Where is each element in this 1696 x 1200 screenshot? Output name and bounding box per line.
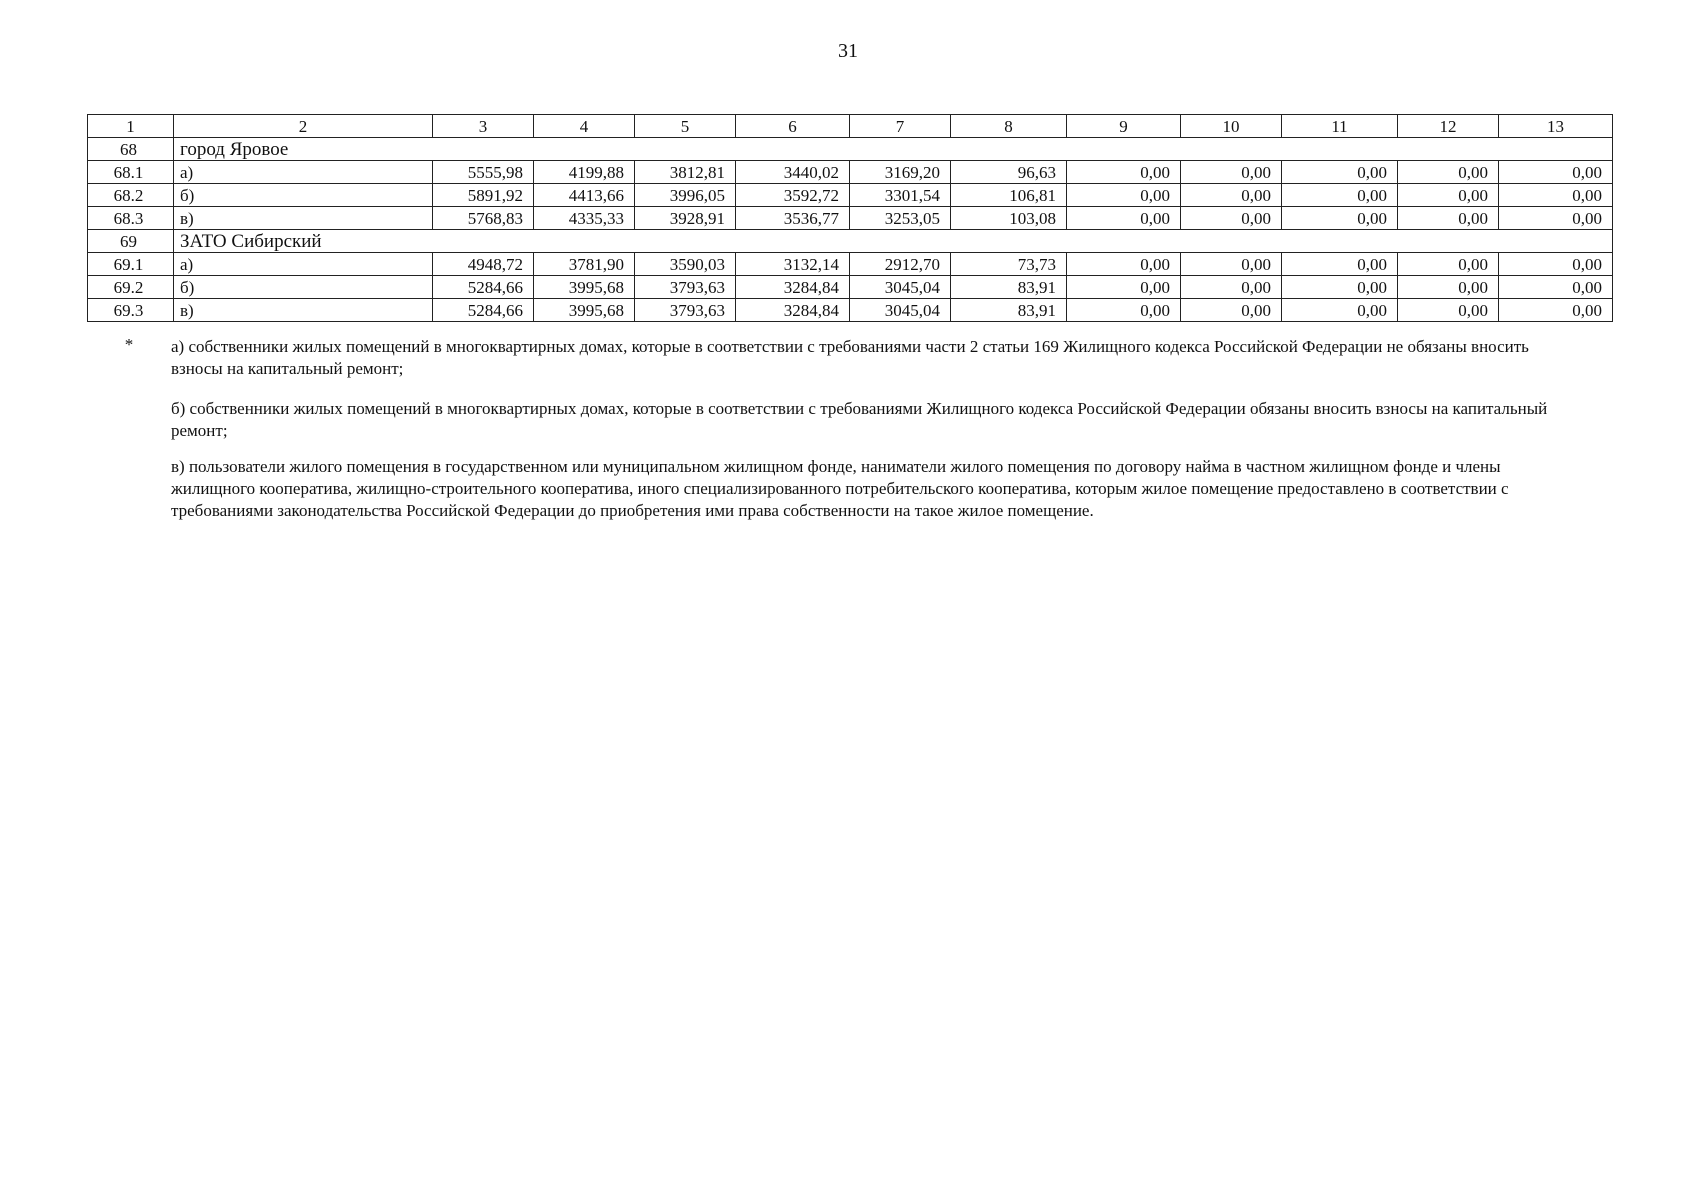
- row-label: в): [174, 207, 433, 230]
- table-cell: 3592,72: [736, 184, 850, 207]
- group-row: [88, 138, 1613, 161]
- table-cell: 0,00: [1398, 184, 1499, 207]
- table-cell: 3590,03: [635, 253, 736, 276]
- table-cell: 0,00: [1067, 207, 1181, 230]
- table-cell: 0,00: [1499, 299, 1613, 322]
- table-cell: 73,73: [951, 253, 1067, 276]
- table-cell: 0,00: [1499, 276, 1613, 299]
- table-cell: 0,00: [1067, 299, 1181, 322]
- table-cell: 0,00: [1181, 299, 1282, 322]
- table-row: [88, 276, 1613, 299]
- column-header: 13: [1499, 115, 1613, 138]
- table-row: [88, 184, 1613, 207]
- table-cell: 3928,91: [635, 207, 736, 230]
- footnote-b: [87, 398, 1608, 442]
- group-row: [88, 230, 1613, 253]
- table-cell: 103,08: [951, 207, 1067, 230]
- table-cell: 5891,92: [433, 184, 534, 207]
- column-header: 4: [534, 115, 635, 138]
- table-cell: 3995,68: [534, 299, 635, 322]
- table-cell: 3169,20: [850, 161, 951, 184]
- table-cell: 5768,83: [433, 207, 534, 230]
- table-cell: 3253,05: [850, 207, 951, 230]
- table-cell: 83,91: [951, 276, 1067, 299]
- column-header: 10: [1181, 115, 1282, 138]
- row-code: 68.1: [88, 161, 174, 184]
- table-cell: 4199,88: [534, 161, 635, 184]
- group-code: 69: [88, 230, 174, 253]
- footnote-a: [87, 336, 1608, 380]
- table-cell: 5555,98: [433, 161, 534, 184]
- table-cell: 0,00: [1282, 299, 1398, 322]
- table-cell: 0,00: [1499, 184, 1613, 207]
- table-cell: 4948,72: [433, 253, 534, 276]
- table-row: [88, 207, 1613, 230]
- table-cell: 0,00: [1067, 161, 1181, 184]
- table-cell: 3536,77: [736, 207, 850, 230]
- footnote-marker: *: [124, 335, 134, 354]
- table-cell: 3793,63: [635, 299, 736, 322]
- table-cell: 0,00: [1282, 184, 1398, 207]
- row-label: а): [174, 161, 433, 184]
- row-label: а): [174, 253, 433, 276]
- table-cell: 0,00: [1398, 299, 1499, 322]
- table-cell: 0,00: [1499, 207, 1613, 230]
- column-header: 2: [174, 115, 433, 138]
- table-cell: 0,00: [1181, 276, 1282, 299]
- footnotes: [87, 336, 1608, 536]
- table-cell: 3284,84: [736, 299, 850, 322]
- table-cell: 106,81: [951, 184, 1067, 207]
- table-cell: 96,63: [951, 161, 1067, 184]
- table-cell: 3132,14: [736, 253, 850, 276]
- column-header: 11: [1282, 115, 1398, 138]
- table-cell: 0,00: [1282, 207, 1398, 230]
- table-cell: 3812,81: [635, 161, 736, 184]
- table-cell: 0,00: [1398, 207, 1499, 230]
- table-cell: 0,00: [1499, 253, 1613, 276]
- page-number: 31: [838, 40, 858, 62]
- table-row: [88, 299, 1613, 322]
- table-cell: 3793,63: [635, 276, 736, 299]
- table-cell: 4335,33: [534, 207, 635, 230]
- table-cell: 0,00: [1067, 184, 1181, 207]
- table-cell: 4413,66: [534, 184, 635, 207]
- row-code: 69.3: [88, 299, 174, 322]
- footnote-text: б) собственники жилых помещений в многоквартирных домах, которые в соответствии с требованиями Жилищного кодекса Российской Федерации обязаны вносить взносы на капитальный ремонт;: [171, 399, 1548, 440]
- table-cell: 0,00: [1181, 207, 1282, 230]
- group-title: город Яровое: [174, 138, 1613, 161]
- table-cell: 0,00: [1499, 161, 1613, 184]
- table-cell: 5284,66: [433, 299, 534, 322]
- table-cell: 0,00: [1398, 161, 1499, 184]
- table-cell: 3284,84: [736, 276, 850, 299]
- table-cell: 0,00: [1282, 276, 1398, 299]
- table-cell: 3996,05: [635, 184, 736, 207]
- column-header: 3: [433, 115, 534, 138]
- header-row: [88, 115, 1613, 138]
- table-cell: 83,91: [951, 299, 1067, 322]
- table-cell: 0,00: [1067, 276, 1181, 299]
- column-header: 6: [736, 115, 850, 138]
- table-cell: 5284,66: [433, 276, 534, 299]
- group-code: 68: [88, 138, 174, 161]
- column-header: 9: [1067, 115, 1181, 138]
- table-cell: 0,00: [1398, 253, 1499, 276]
- table-cell: 0,00: [1282, 253, 1398, 276]
- column-header: 1: [88, 115, 174, 138]
- table-cell: 3301,54: [850, 184, 951, 207]
- table-row: [88, 253, 1613, 276]
- table-cell: 3440,02: [736, 161, 850, 184]
- table-row: [88, 161, 1613, 184]
- row-code: 68.3: [88, 207, 174, 230]
- table-body: [88, 138, 1613, 322]
- row-code: 69.2: [88, 276, 174, 299]
- table-cell: 2912,70: [850, 253, 951, 276]
- table-cell: 0,00: [1398, 276, 1499, 299]
- table-cell: 3781,90: [534, 253, 635, 276]
- column-header: 7: [850, 115, 951, 138]
- column-header: 5: [635, 115, 736, 138]
- row-code: 69.1: [88, 253, 174, 276]
- column-header: 8: [951, 115, 1067, 138]
- table-cell: 0,00: [1067, 253, 1181, 276]
- footnote-text: а) собственники жилых помещений в многоквартирных домах, которые в соответствии с требованиями части 2 статьи 169 Жилищного кодекса Российской Федерации не обязаны вносить взносы на капитальный ремонт;: [171, 337, 1529, 378]
- tariff-table: [87, 114, 1613, 322]
- row-label: б): [174, 276, 433, 299]
- table-cell: 0,00: [1181, 253, 1282, 276]
- footnote-c: [87, 456, 1608, 522]
- row-label: б): [174, 184, 433, 207]
- column-header: 12: [1398, 115, 1499, 138]
- group-title: ЗАТО Сибирский: [174, 230, 1613, 253]
- table-cell: 3045,04: [850, 276, 951, 299]
- row-code: 68.2: [88, 184, 174, 207]
- table-cell: 3045,04: [850, 299, 951, 322]
- table-cell: 0,00: [1181, 161, 1282, 184]
- table-cell: 0,00: [1181, 184, 1282, 207]
- footnote-text: в) пользователи жилого помещения в государственном или муниципальном жилищном фонде, наниматели жилого помещения по договору найма в частном жилищном фонде и члены жилищного кооператива, жилищно-строительного кооператива, иного специализированного потребительского кооператива, которым жилое помещение предоставлено в соответствии с требованиями законодательства Российской Федерации до приобретения ими права собственности на такое жилое помещение.: [171, 457, 1509, 520]
- table-cell: 3995,68: [534, 276, 635, 299]
- row-label: в): [174, 299, 433, 322]
- table-cell: 0,00: [1282, 161, 1398, 184]
